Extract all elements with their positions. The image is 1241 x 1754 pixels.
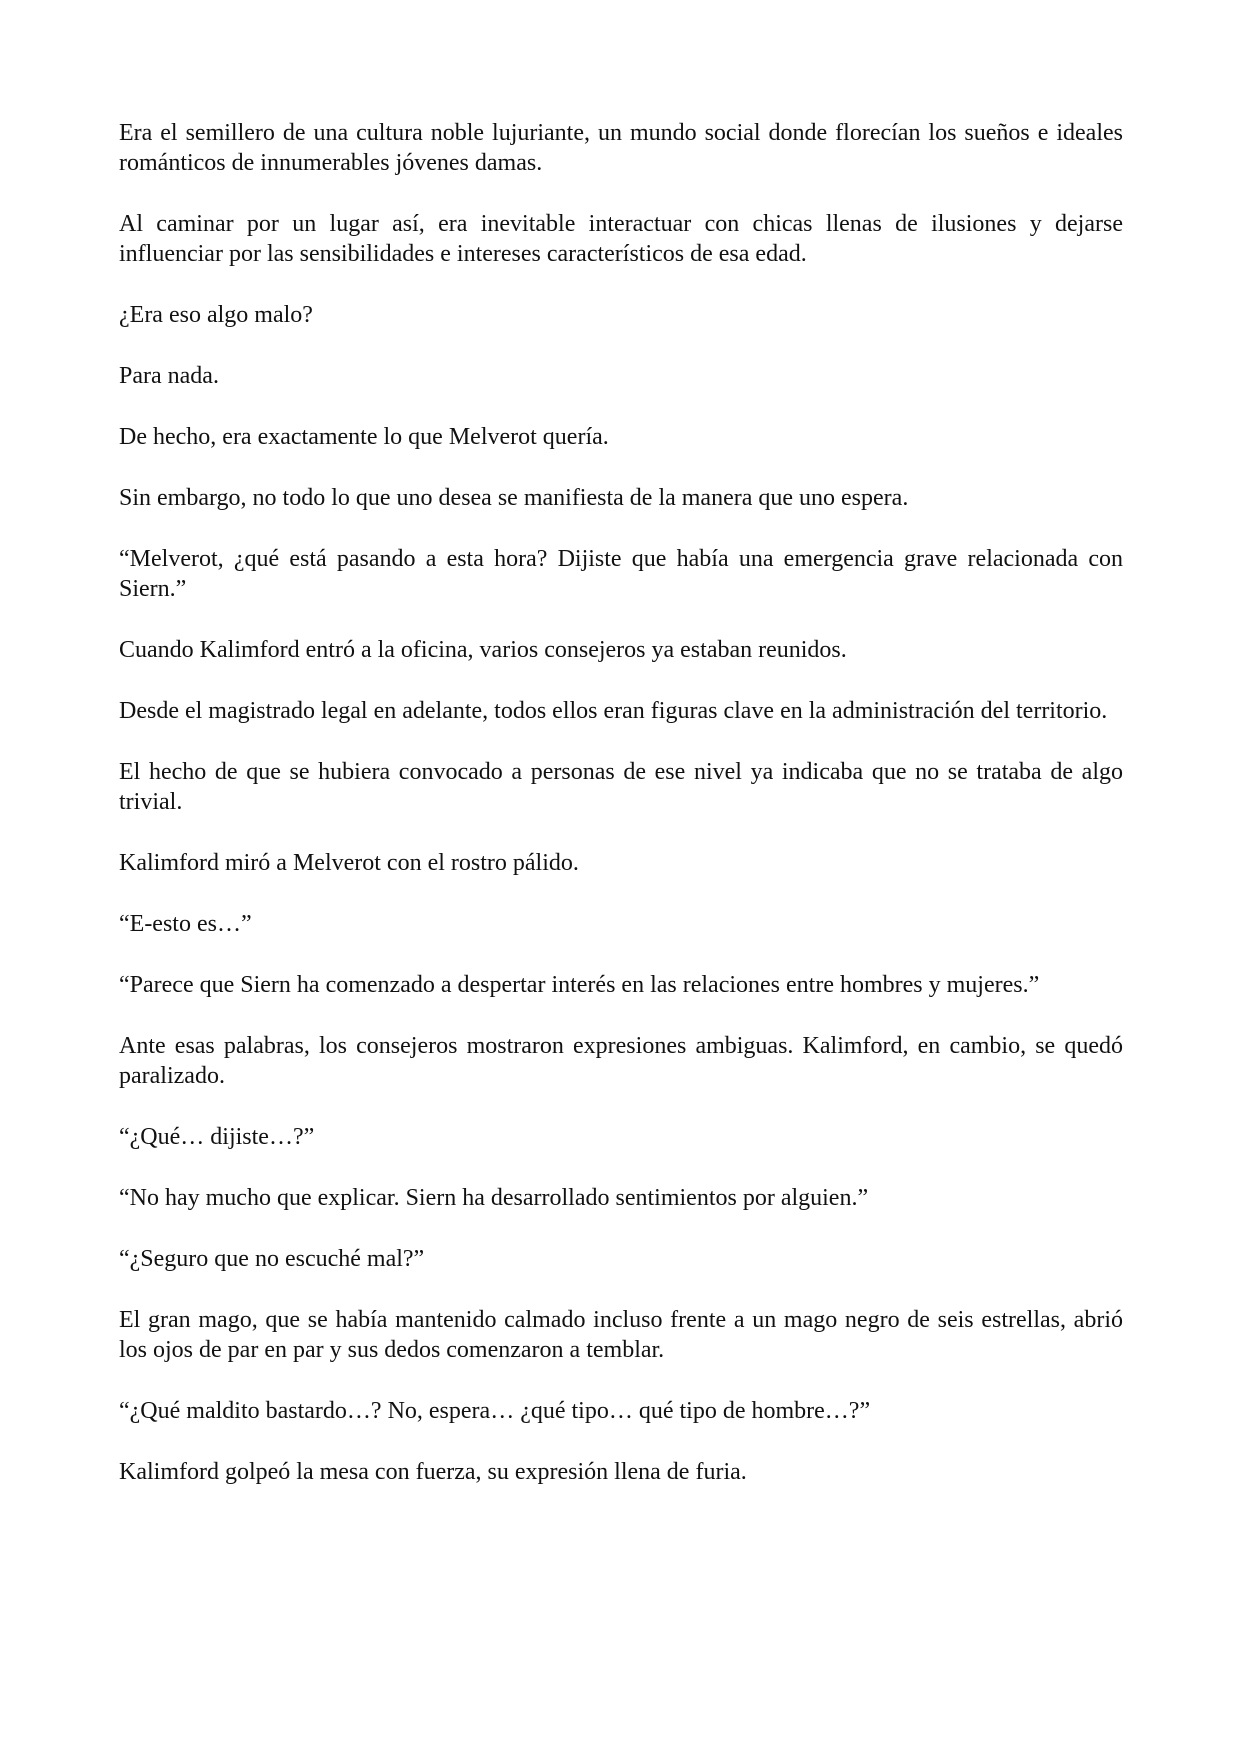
paragraph-16: “No hay mucho que explicar. Siern ha desarrollado sentimientos por alguien.” xyxy=(119,1185,869,1211)
paragraph-6: Sin embargo, no todo lo que uno desea se manifiesta de la manera que uno espera. xyxy=(119,485,909,511)
paragraph-10: El hecho de que se hubiera convocado a personas de ese nivel ya indicaba que no se trataba de algo trivial. xyxy=(119,759,1123,815)
paragraph-19: “¿Qué maldito bastardo…? No, espera… ¿qué tipo… qué tipo de hombre…?” xyxy=(119,1398,871,1424)
paragraph-17: “¿Seguro que no escuché mal?” xyxy=(119,1246,425,1272)
paragraph-2: Al caminar por un lugar así, era inevitable interactuar con chicas llenas de ilusiones y dejarse influenciar por las sensibilidades e intereses característicos de esa edad. xyxy=(119,211,1123,267)
paragraph-13: “Parece que Siern ha comenzado a despertar interés en las relaciones entre hombres y mujeres.” xyxy=(119,972,1040,998)
paragraph-12: “E-esto es…” xyxy=(119,911,252,937)
paragraph-14: Ante esas palabras, los consejeros mostraron expresiones ambiguas. Kalimford, en cambio, se quedó paralizado. xyxy=(119,1033,1123,1089)
paragraph-18: El gran mago, que se había mantenido calmado incluso frente a un mago negro de seis estrellas, abrió los ojos de par en par y sus dedos comenzaron a temblar. xyxy=(119,1307,1123,1363)
paragraph-7: “Melverot, ¿qué está pasando a esta hora? Dijiste que había una emergencia grave relacionada con Siern.” xyxy=(119,546,1123,602)
text-column xyxy=(119,118,1123,1518)
paragraph-5: De hecho, era exactamente lo que Melverot quería. xyxy=(119,424,609,450)
paragraph-3: ¿Era eso algo malo? xyxy=(119,302,313,328)
paragraph-1: Era el semillero de una cultura noble lujuriante, un mundo social donde florecían los sueños e ideales románticos de innumerables jóvenes damas. xyxy=(119,120,1123,176)
paragraph-4: Para nada. xyxy=(119,363,219,389)
paragraph-8: Cuando Kalimford entró a la oficina, varios consejeros ya estaban reunidos. xyxy=(119,637,847,663)
paragraph-9: Desde el magistrado legal en adelante, todos ellos eran figuras clave en la administración del territorio. xyxy=(119,698,1108,724)
paragraph-11: Kalimford miró a Melverot con el rostro pálido. xyxy=(119,850,579,876)
paragraph-20: Kalimford golpeó la mesa con fuerza, su expresión llena de furia. xyxy=(119,1459,747,1485)
paragraph-15: “¿Qué… dijiste…?” xyxy=(119,1124,315,1150)
